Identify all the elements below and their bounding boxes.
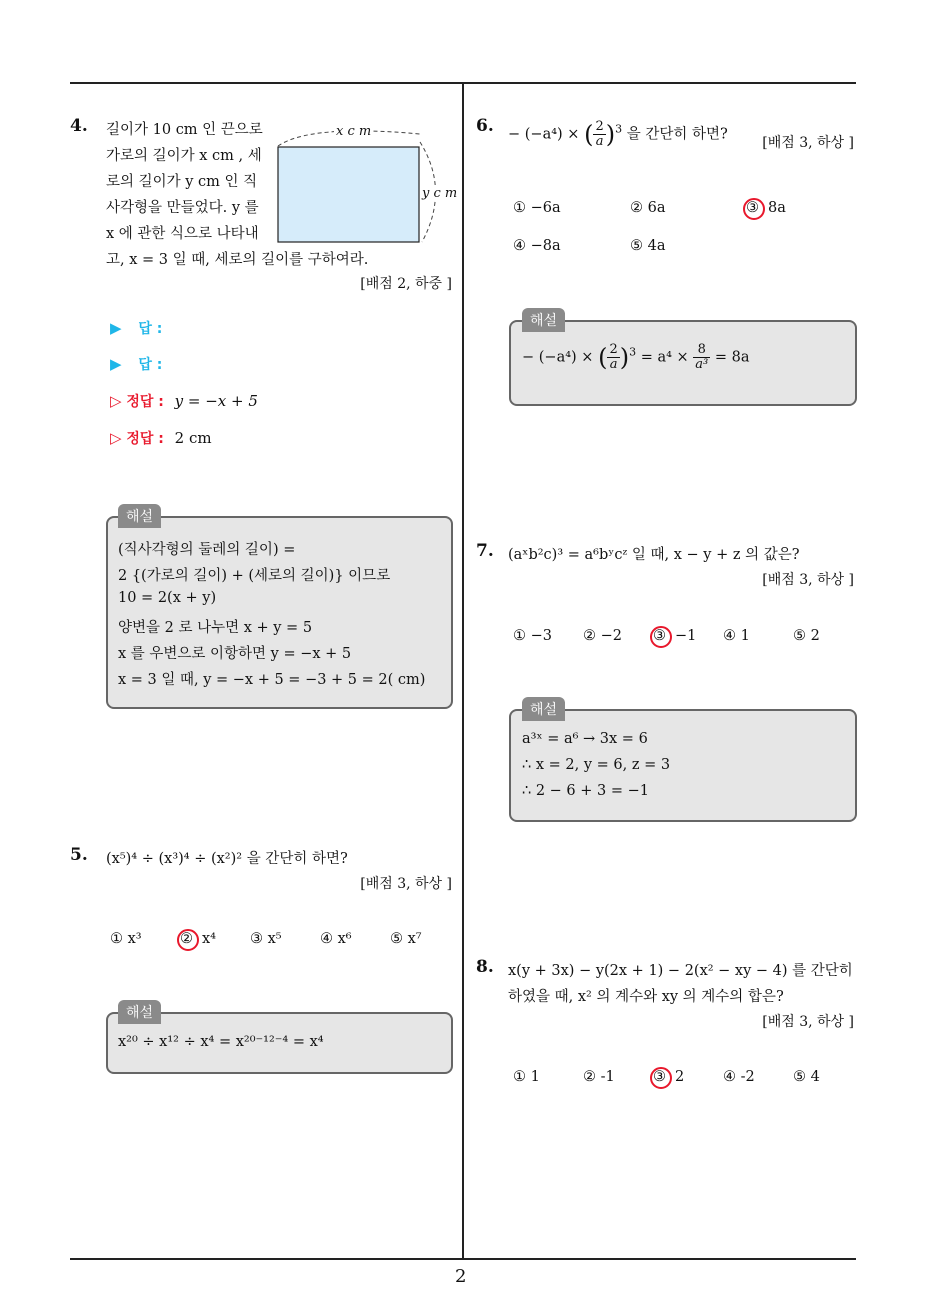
rectangle-figure [270,120,460,250]
question-5-number: 5. [70,845,88,865]
correct-mark-icon [743,198,765,220]
q7-choice-5[interactable]: ⑤ 2 [793,628,820,644]
answer-label: 답 : [138,357,163,373]
figure-top-label: x c m [336,124,372,139]
answer-row-1 [110,318,162,338]
q7-solution-line-2: ∴ x = 2, y = 6, z = 3 [522,757,671,773]
figure-right-label: y c m [422,186,458,201]
q4-line-6: 고, x = 3 일 때, 세로의 길이를 구하여라. [106,252,369,268]
answer-row-2 [110,354,162,374]
q7-choice-4[interactable]: ④ 1 [723,628,750,644]
q6-choice-1[interactable]: ① −6a [513,200,561,216]
q6-solution-line: − (−a⁴) × ( $\frac{2}{a}$ )$^3$ = a⁴ × $\frac{8}{\text{a³}}$ = 8a [522,342,750,372]
q7-choice-3-value[interactable]: −1 [675,628,697,644]
q7-score: [배점 3, 하상 ] [762,572,854,588]
q4-solution-line-5: x 를 우변으로 이항하면 y = −x + 5 [118,646,352,662]
q4-line-2: 가로의 길이가 x cm , 세 [106,148,262,164]
correct-label: 정답 : [126,431,164,447]
q4-line-4: 사각형을 만들었다. y 를 [106,200,259,216]
q8-line-2: 하였을 때, x² 의 계수와 xy 의 계수의 합은? [508,989,784,1005]
q4-solution-line-1: (직사각형의 둘레의 길이) = [118,542,296,558]
q8-choice-5[interactable]: ⑤ 4 [793,1069,820,1085]
question-8-number: 8. [476,957,494,977]
q4-solution-tag: 해설 [118,504,161,528]
q8-line-1: x(y + 3x) − y(2x + 1) − 2(x² − xy − 4) 를 간단히 [508,963,853,979]
outline-arrow-icon: ▷ [110,429,122,447]
q4-solution-line-3: 10 = 2(x + y) [118,590,217,606]
q8-choice-3-num[interactable]: ③ [653,1069,666,1085]
q4-solution-line-4: 양변을 2 로 나누면 x + y = 5 [118,620,313,636]
q7-choice-2[interactable]: ② −2 [583,628,622,644]
q6-question: − (−a⁴) × ( $\frac{2}{a}$ )$^3$ 을 간단히 하면? [508,119,728,149]
q6-choice-4[interactable]: ④ −8a [513,238,561,254]
question-4-number: 4. [70,116,88,136]
question-7-number: 7. [476,541,494,561]
q7-solution-tag: 해설 [522,697,565,721]
q5-choice-5[interactable]: ⑤ x⁷ [390,931,422,947]
q8-score: [배점 3, 하상 ] [762,1014,854,1030]
q6-choice-3-num[interactable]: ③ [746,200,759,216]
q5-question: (x⁵)⁴ ÷ (x³)⁴ ÷ (x²)² 을 간단히 하면? [106,851,348,867]
correct-answer-row-1 [110,391,258,411]
correct-answer-value: 2 cm [174,429,212,447]
q5-choice-2-num[interactable]: ② [180,931,193,947]
q5-choice-4[interactable]: ④ x⁶ [320,931,352,947]
q6-expr-pre: − (−a⁴) × [508,126,580,143]
q6-score: [배점 3, 하상 ] [762,135,854,151]
q5-choice-1[interactable]: ① x³ [110,931,142,947]
q8-choice-2[interactable]: ② -1 [583,1069,615,1085]
correct-label: 정답 : [126,394,164,410]
q6-solution-tag: 해설 [522,308,565,332]
q4-line-3: 로의 길이가 y cm 인 직 [106,174,258,190]
q6-power: 3 [615,122,623,136]
q6-question-text: 을 간단히 하면? [626,126,728,143]
q5-solution-line: x²⁰ ÷ x¹² ÷ x⁴ = x²⁰⁻¹²⁻⁴ = x⁴ [118,1034,324,1050]
q4-line-5: x 에 관한 식으로 나타내 [106,226,259,242]
q5-score: [배점 3, 하상 ] [360,876,452,892]
q8-choice-4[interactable]: ④ -2 [723,1069,755,1085]
q6-choice-2[interactable]: ② 6a [630,200,666,216]
q6-choice-3-value[interactable]: 8a [768,200,786,216]
outline-arrow-icon: ▷ [110,392,122,410]
bottom-rule [70,1258,856,1260]
play-arrow-icon: ▶ [110,355,122,373]
q7-solution-line-1: a³ˣ = a⁶ → 3x = 6 [522,731,648,747]
correct-answer-row-2 [110,428,212,448]
q4-solution-line-2: 2 {(가로의 길이) + (세로의 길이)} 이므로 [118,568,391,584]
correct-mark-icon [650,626,672,648]
q4-solution-line-6: x = 3 일 때, y = −x + 5 = −3 + 5 = 2( cm) [118,672,426,688]
q6-fraction: $\frac{2}{a}$ [595,119,604,149]
answer-label: 답 : [138,321,163,337]
q5-solution-tag: 해설 [118,1000,161,1024]
play-arrow-icon: ▶ [110,319,122,337]
correct-mark-icon [650,1067,672,1089]
q7-choice-3-num[interactable]: ③ [653,628,666,644]
correct-mark-icon [177,929,199,951]
q7-question: (aˣb²c)³ = a⁶bʸcᶻ 일 때, x − y + z 의 값은? [508,547,800,563]
page-number: 2 [455,1266,467,1287]
q5-choice-2-value[interactable]: x⁴ [202,931,216,947]
q4-line-1: 길이가 10 cm 인 끈으로 [106,122,263,138]
q4-score: [배점 2, 하중 ] [360,276,452,292]
q8-choice-3-value[interactable]: 2 [675,1069,685,1085]
q7-solution-line-3: ∴ 2 − 6 + 3 = −1 [522,783,649,799]
q6-choice-5[interactable]: ⑤ 4a [630,238,666,254]
q8-choice-1[interactable]: ① 1 [513,1069,540,1085]
q7-choice-1[interactable]: ① −3 [513,628,552,644]
question-6-number: 6. [476,116,494,136]
column-divider [462,84,464,1258]
q5-choice-3[interactable]: ③ x⁵ [250,931,282,947]
correct-answer-value: y = −x + 5 [174,392,258,410]
